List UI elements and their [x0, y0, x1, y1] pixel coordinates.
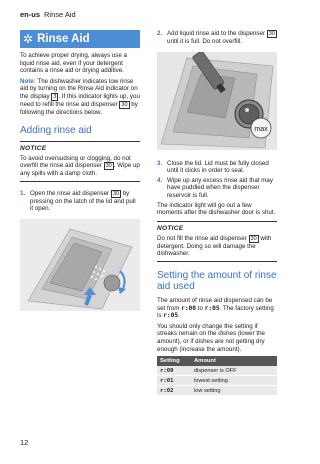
notice-box-2: [157, 221, 277, 262]
notice-text-1: Do not fill the rinse aid dispenser: [157, 234, 247, 242]
step-text-1: Open the rinse aid dispenser: [30, 189, 110, 197]
notice-label: NOTICE: [157, 224, 184, 232]
dispenser-ref-box: 30: [105, 163, 112, 170]
table-row: [157, 366, 277, 376]
note-label: Note:: [20, 77, 36, 85]
column-header-setting: Setting: [157, 356, 191, 366]
left-column: [20, 30, 140, 321]
section-title: Rinse Aid: [37, 33, 90, 45]
language-code: en-us: [20, 10, 41, 19]
adding-heading: Adding rinse aid: [20, 124, 92, 136]
setting-code-from: r:00: [181, 304, 196, 312]
indicator-ref-box: 3: [53, 93, 57, 100]
setting-code-to: r:05: [204, 304, 220, 312]
page-number: 12: [20, 438, 29, 447]
fill-dispenser-illustration: [157, 52, 277, 150]
dispenser-ref-box: 30: [268, 31, 275, 37]
dispenser-ref-box: 30: [112, 190, 119, 197]
table-row: [157, 376, 277, 386]
right-column: [157, 30, 277, 396]
step-text-2: until it is full. Do not overfill.: [167, 38, 242, 45]
setting-text-c: . The factory setting is: [157, 304, 274, 320]
step-text: Close the lid. Lid must be fully closed until it clicks in order to seal.: [167, 159, 269, 175]
notice-divider: [20, 181, 140, 182]
step-number: 2.: [157, 30, 163, 37]
page-header: [20, 10, 76, 19]
table-header-row: [157, 356, 277, 366]
settings-table: [157, 356, 277, 396]
dispenser-ref-box: 30: [250, 235, 257, 242]
max-label: max: [254, 125, 268, 133]
column-header-amount: Amount: [191, 356, 277, 366]
notice-box-1: [20, 141, 140, 182]
setting-paragraph-1: [157, 297, 277, 320]
step-3: [157, 160, 277, 175]
setting-text-b: to: [197, 304, 203, 312]
setting-code: r:02: [157, 386, 191, 396]
step-number: 4.: [157, 176, 163, 184]
step-text: [167, 30, 277, 46]
step-text: Wipe up any excess rinse aid that may have puddled when the dispenser reservoir is full.: [167, 176, 273, 199]
step-4: [157, 177, 277, 200]
note-text-3: by following the directions below.: [20, 100, 138, 116]
indicator-paragraph: The indicator light will go out a few moments after the dishwasher door is shut.: [157, 201, 276, 217]
step-2: [157, 30, 277, 46]
setting-code: r:00: [157, 366, 191, 376]
setting-code-factory: r:05: [163, 312, 179, 320]
dispenser-ref-box: 30: [121, 101, 128, 108]
section-banner: [20, 30, 140, 48]
step-number: 3.: [157, 159, 163, 167]
open-dispenser-illustration: [20, 219, 140, 311]
step-number: 1.: [20, 189, 26, 197]
rinse-aid-icon: ✲: [23, 32, 34, 46]
notice-divider: [157, 261, 277, 262]
note-text-1: The dishwasher indicates low rinse aid by turning on the Rinse Aid indicator on the display: [20, 77, 138, 100]
note-text-2: . If this indicator lights up, you need to refill the rinse aid dispenser: [20, 92, 140, 108]
notice-text: [157, 235, 277, 258]
step-1: [20, 190, 140, 213]
intro-paragraph: To achieve proper drying, always use a liquid rinse aid, even if your detergent contains a rinse aid or drying additive.: [20, 52, 127, 75]
setting-code: r:01: [157, 376, 191, 386]
header-title: Rinse Aid: [44, 10, 76, 19]
notice-text-2: with detergent. Doing so will damage the dishwasher.: [157, 234, 272, 258]
step-text-2: by pressing on the latch of the lid and pull it open.: [30, 189, 136, 213]
step-text-1: Add liquid rinse aid to the dispenser: [167, 30, 266, 37]
table-row: [157, 386, 277, 396]
setting-amount: lowest setting: [191, 376, 277, 386]
notice-text-2: . Wipe up any spills with a damp cloth.: [20, 162, 140, 178]
setting-text-a: The amount of rinse aid dispensed can be set from: [157, 296, 273, 312]
notice-label: NOTICE: [20, 144, 47, 152]
step-text: [30, 190, 140, 213]
setting-amount: dispenser is OFF: [191, 366, 277, 376]
setting-paragraph-2: You should only change the setting if streaks remain on the dishes (lower the amount), or if dishes are not getting dry enough (increase the amount).: [157, 322, 265, 353]
setting-amount: low setting: [191, 386, 277, 396]
notice-text-1: To avoid oversudsing or clogging, do not overfill the rinse aid dispenser: [20, 154, 131, 170]
setting-heading: Setting the amount of rinse aid used: [157, 269, 277, 292]
setting-text-d: .: [178, 312, 180, 320]
notice-text: [20, 155, 140, 178]
note-paragraph: [20, 78, 140, 117]
